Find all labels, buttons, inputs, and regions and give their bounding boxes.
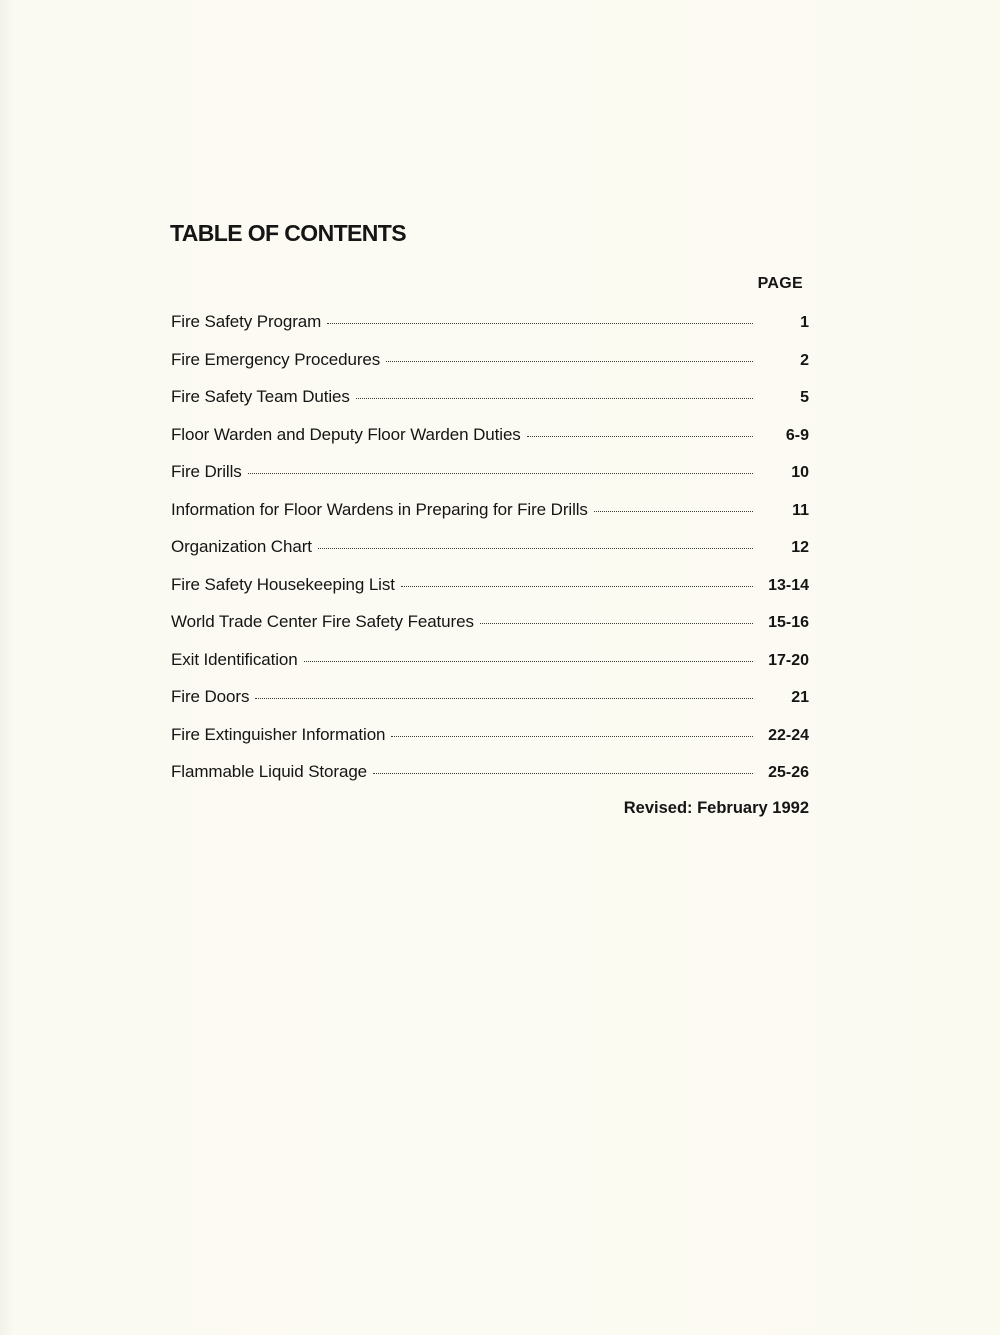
dot-leader [255,698,753,699]
toc-entry [171,537,809,575]
toc-entry-label: Fire Doors [171,687,250,706]
toc-entry-label: World Trade Center Fire Safety Features [171,612,474,631]
toc-entry-page: 21 [791,689,809,706]
toc-entry [171,762,809,800]
table-of-contents [171,312,809,800]
toc-entry-page: 13-14 [768,576,809,594]
toc-entry [171,612,809,650]
toc-entry-label: Flammable Liquid Storage [171,762,368,781]
toc-entry-page: 2 [800,351,809,369]
page-title: TABLE OF CONTENTS [170,220,406,246]
toc-entry [171,425,809,463]
dot-leader [327,323,753,324]
dot-leader [480,623,753,624]
toc-entry [171,500,809,538]
toc-entry [171,725,809,763]
toc-entry-page: 1 [800,314,809,331]
toc-entry-label: Fire Safety Team Duties [171,387,350,406]
toc-entry-page: 11 [792,501,809,519]
toc-entry [171,462,809,500]
toc-entry-label: Organization Chart [171,537,312,556]
toc-entry [171,575,809,613]
toc-entry-page: 12 [791,539,809,556]
toc-entry-label: Fire Extinguisher Information [171,724,386,744]
dot-leader [356,398,753,399]
revision-note: Revised: February 1992 [623,799,809,817]
toc-entry-label: Fire Safety Housekeeping List [171,574,395,594]
toc-entry-label: Fire Safety Program [171,312,322,331]
toc-entry-label: Fire Drills [171,462,242,481]
toc-entry [171,687,809,725]
page-column-header: PAGE [757,275,803,292]
dot-leader [318,548,753,549]
toc-entry [171,350,809,388]
dot-leader [527,436,753,437]
toc-entry [171,312,809,350]
toc-entry-page: 15-16 [768,614,809,631]
dot-leader [304,661,753,662]
toc-entry-label: Exit Identification [171,649,298,669]
toc-entry-page: 5 [800,389,809,406]
dot-leader [391,736,753,737]
toc-entry-page: 22-24 [768,726,809,744]
toc-entry [171,650,809,688]
toc-entry-page: 25-26 [768,764,809,781]
dot-leader [373,773,753,774]
toc-entry-label: Information for Floor Wardens in Preparing for Fire Drills [171,499,588,519]
toc-entry-label: Fire Emergency Procedures [171,349,381,369]
toc-entry [171,387,809,425]
dot-leader [386,361,753,362]
toc-entry-label: Floor Warden and Deputy Floor Warden Duties [171,424,521,444]
toc-entry-page: 10 [791,464,809,481]
toc-entry-page: 17-20 [768,651,809,669]
dot-leader [594,511,753,512]
dot-leader [401,586,753,587]
toc-entry-page: 6-9 [785,426,809,444]
dot-leader [248,473,753,474]
